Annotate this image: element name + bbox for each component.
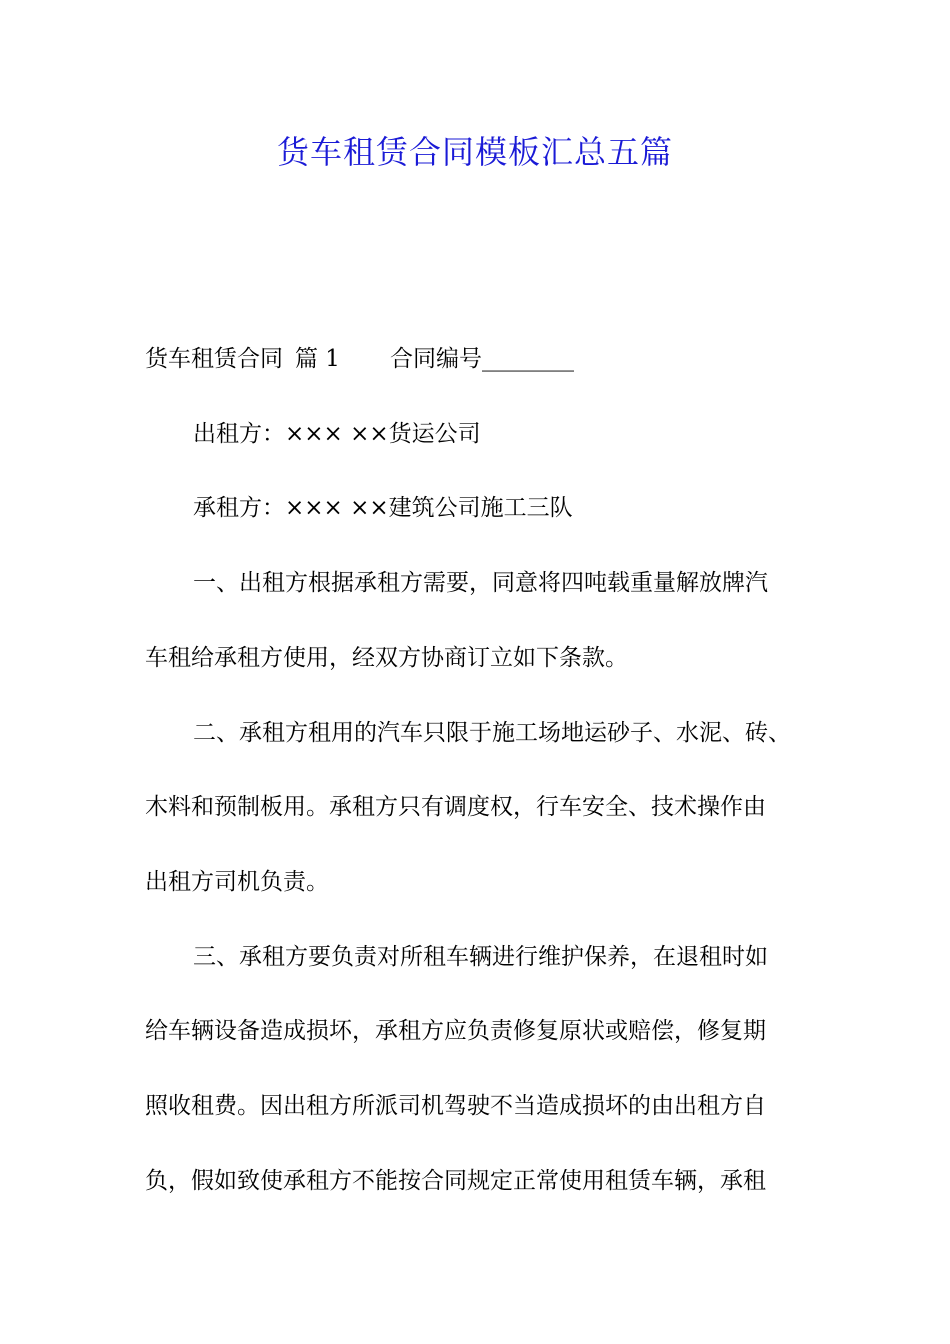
contract-heading — [145, 343, 574, 375]
clause-2-line-1: 二、承租方租用的汽车只限于施工场地运砂子、水泥、砖、 — [193, 720, 791, 746]
clause-1-line-1: 一、出租方根据承租方需要，同意将四吨载重量解放牌汽 — [193, 570, 768, 596]
lessee-line: 承租方：××× ××建筑公司施工三队 — [193, 495, 573, 521]
lessor-line: 出租方：××× ××货运公司 — [193, 421, 481, 447]
clause-3-line-2: 给车辆设备造成损坏，承租方应负责修复原状或赔偿，修复期 — [145, 1018, 766, 1044]
document-title: 货车租赁合同模板汇总五篇 — [276, 133, 673, 171]
clause-3-line-1: 三、承租方要负责对所租车辆进行维护保养，在退租时如 — [193, 944, 768, 970]
contract-number-field: 合同编号________ — [389, 346, 574, 372]
clause-2-line-3: 出租方司机负责。 — [145, 869, 329, 895]
clause-3-line-3: 照收租费。因出租方所派司机驾驶不当造成损坏的由出租方自 — [145, 1093, 766, 1119]
clause-3-line-4: 负，假如致使承租方不能按合同规定正常使用租赁车辆，承租 — [145, 1168, 766, 1194]
clause-1-line-2: 车租给承租方使用，经双方协商订立如下条款。 — [145, 645, 628, 671]
contract-heading-label: 货车租赁合同 — [145, 346, 283, 372]
contract-part-number: 篇 1 — [295, 346, 340, 372]
clause-2-line-2: 木料和预制板用。承租方只有调度权，行车安全、技术操作由 — [145, 794, 766, 820]
